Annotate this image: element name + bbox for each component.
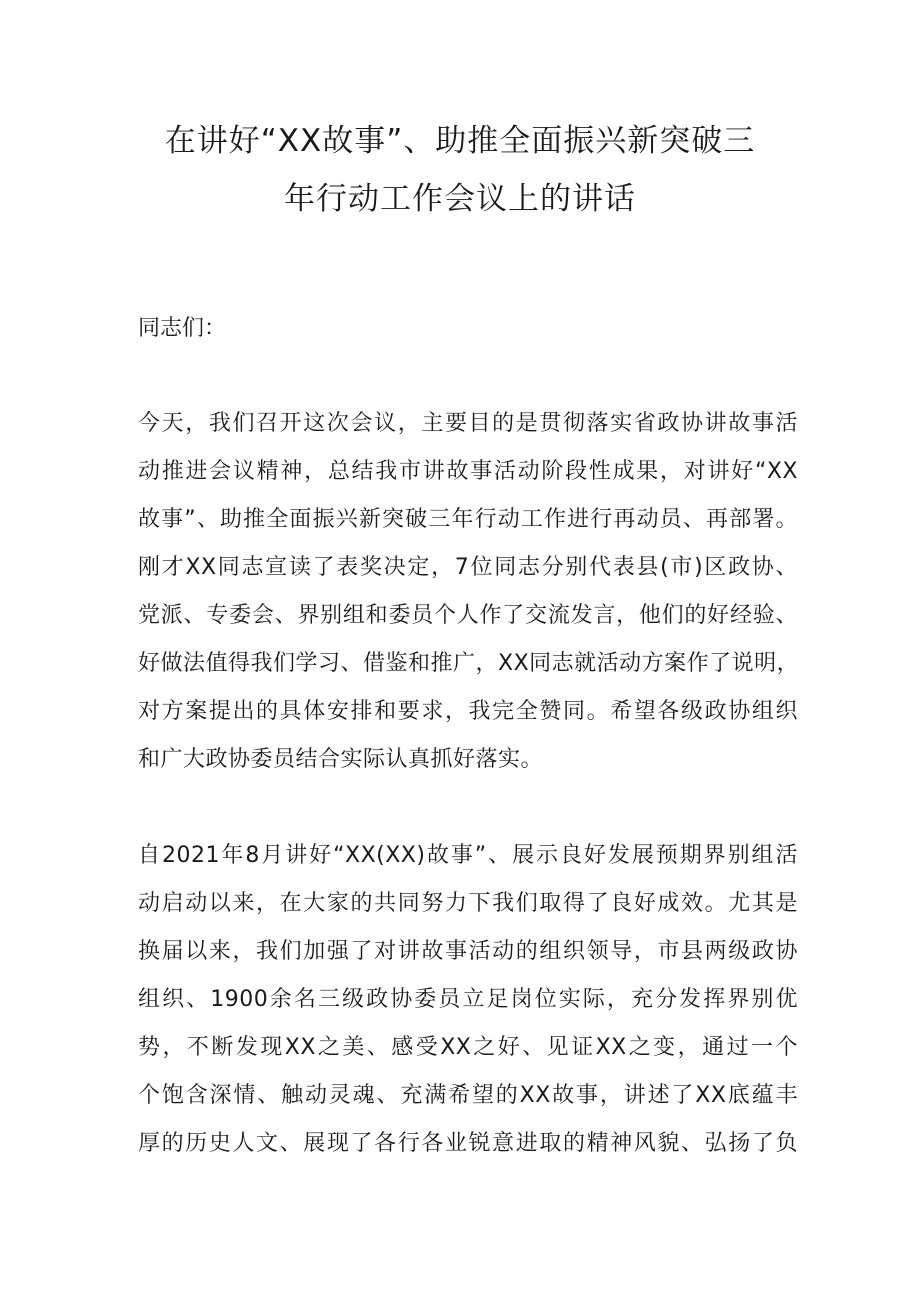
- text-line: 党派、专委会、界别组和委员个人作了交流发言，他们的好经验、: [138, 603, 798, 628]
- text-line: 故事”、助推全面振兴新突破三年行动工作进行再动员、再部署。: [138, 507, 798, 532]
- text-line: 势，不断发现XX之美、感受XX之好、见证XX之变，通过一个: [138, 1035, 798, 1060]
- text-line: 动推进会议精神，总结我市讲故事活动阶段性成果，对讲好“XX: [138, 459, 798, 484]
- text-line: 今天，我们召开这次会议，主要目的是贯彻落实省政协讲故事活: [138, 411, 798, 436]
- title-line: 在讲好“XX故事”、助推全面振兴新突破三: [164, 123, 756, 159]
- text-line: 对方案提出的具体安排和要求，我完全赞同。希望各级政协组织: [138, 699, 798, 724]
- paragraph-2: [138, 832, 798, 1168]
- document-title: [100, 112, 820, 228]
- text-line: 动启动以来，在大家的共同努力下我们取得了良好成效。尤其是: [138, 891, 798, 916]
- title-line: 年行动工作会议上的讲话: [284, 181, 636, 217]
- text-line: 换届以来，我们加强了对讲故事活动的组织领导，市县两级政协: [138, 939, 798, 964]
- text-line: 个饱含深情、触动灵魂、充满希望的XX故事，讲述了XX底蕴丰: [138, 1083, 798, 1108]
- text-line: 刚才XX同志宣读了表奖决定，7位同志分别代表县(市)区政协、: [138, 555, 798, 580]
- text-line: 厚的历史人文、展现了各行各业锐意进取的精神风貌、弘扬了负: [138, 1131, 798, 1156]
- text-line: 和广大政协委员结合实际认真抓好落实。: [138, 747, 544, 772]
- text-line: 组织、1900余名三级政协委员立足岗位实际，充分发挥界别优: [138, 987, 798, 1012]
- paragraph-1: [138, 400, 798, 784]
- text-line: 好做法值得我们学习、借鉴和推广，XX同志就活动方案作了说明，: [138, 651, 800, 676]
- text-line: 自2021年8月讲好“XX(XX)故事”、展示良好发展预期界别组活: [138, 843, 798, 868]
- salutation: 同志们：: [138, 316, 227, 341]
